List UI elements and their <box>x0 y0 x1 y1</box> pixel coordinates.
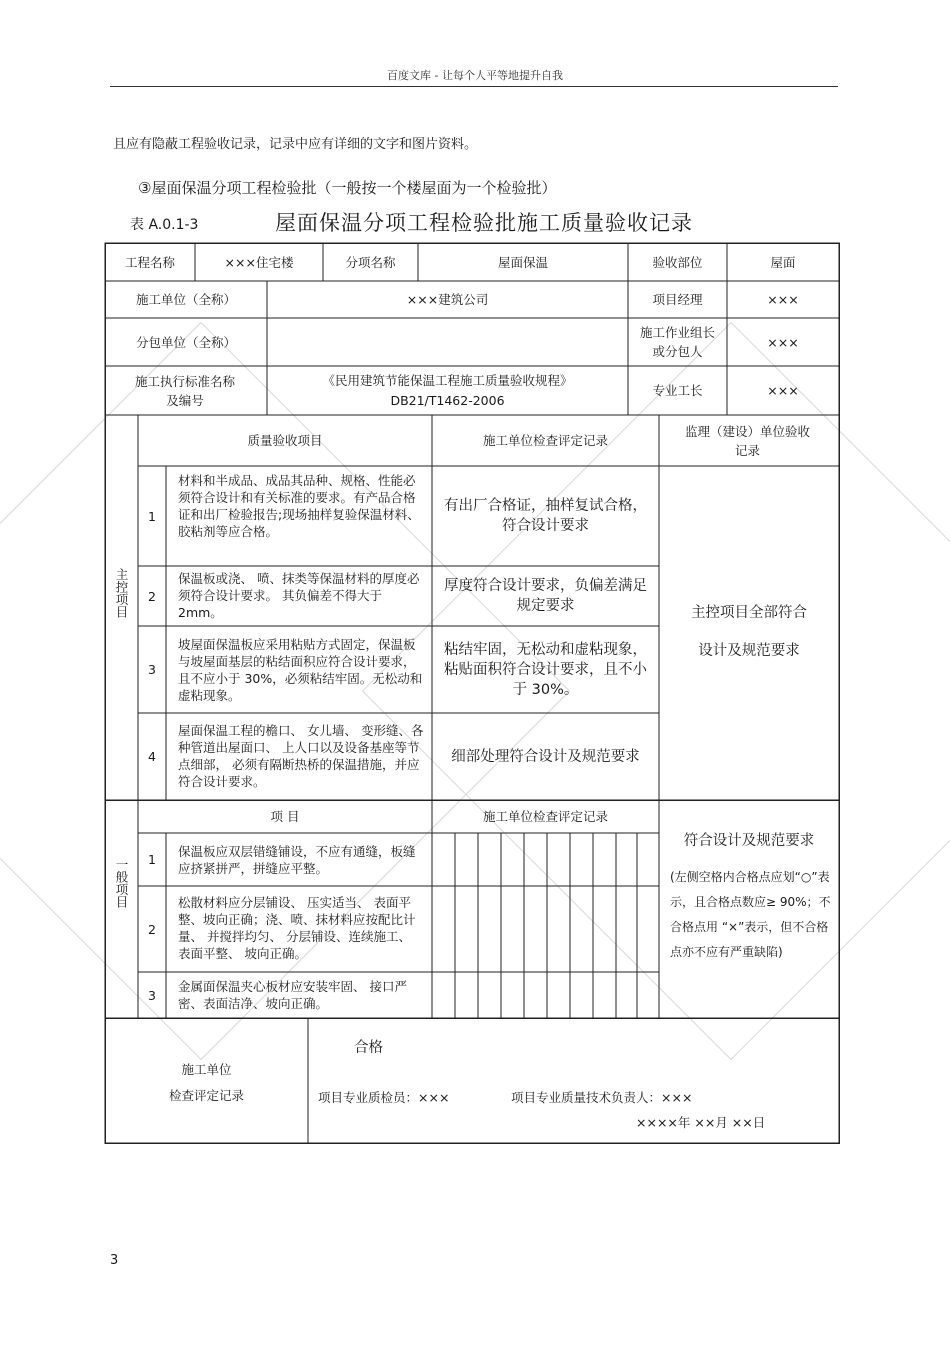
table-number: 表 A.0.1-3 <box>130 217 199 233</box>
page-number: 3 <box>110 1253 119 1268</box>
main-item-2-result: 厚度符合设计要求，负偏差满足规定要求 <box>444 578 647 614</box>
part-value: 屋面 <box>770 254 796 270</box>
main-supervision-result-2: 设计及规范要求 <box>698 643 800 659</box>
standard-label: 施工执行标准名称及编号 <box>135 373 236 408</box>
bottom-label-2: 检查评定记录 <box>168 1087 244 1103</box>
main-item-4-text: 屋面保温工程的檐口、 女儿墙、 变形缝、各种管道出屋面口、 上人口以及设备基座等节点细部， 必须有隔断热桥的保温措施，并应符合设计要求。 <box>178 723 424 789</box>
subitem-value: 屋面保温 <box>497 254 548 270</box>
main-item-1-text: 材料和半成品、成品其品种、规格、性能必须符合设计和有关标准的要求。有产品合格证和出厂检验报告;现场抽样复验保温材料、 胶粘剂等应合格。 <box>178 473 420 539</box>
main-item-1-result: 有出厂合格证，抽样复试合格，符合设计要求 <box>444 498 647 534</box>
foreman-value: ××× <box>767 383 799 398</box>
project-name-value: ×××住宅楼 <box>224 254 294 270</box>
standard-code: DB21/T1462-2006 <box>390 392 505 408</box>
bottom-inspector: 项目专业质检员：××× <box>318 1090 450 1105</box>
team-leader-label: 施工作业组长或分包人 <box>639 325 715 359</box>
bottom-date: ××××年 ××月 ××日 <box>636 1115 766 1130</box>
standard-name: 《民用建筑节能保温工程施工质量验收规程》 <box>322 372 573 388</box>
general-item-2-text: 松散材料应分层铺设、 压实适当、 表面平整、坡向正确；浇、喷、抹材料应按配比计量、 并搅拌均匀、 分层铺设、连续施工、 表面平整、 坡向正确。 <box>178 895 416 961</box>
main-col-item: 质量验收项目 <box>247 433 323 448</box>
main-item-2-no: 2 <box>148 588 156 604</box>
main-item-4-result: 细部处理符合设计及规范要求 <box>451 748 640 765</box>
bottom-label-1: 施工单位 <box>181 1061 232 1077</box>
general-col-check: 施工单位检查评定记录 <box>482 809 608 824</box>
general-col-item: 项 目 <box>270 809 300 824</box>
table-title: 屋面保温分项工程检验批施工质量验收记录 <box>275 211 693 235</box>
general-item-1-text: 保温板应双层错缝铺设，不应有通缝，板缝应挤紧拼严，拼缝应平整。 <box>178 844 416 876</box>
main-col-check: 施工单位检查评定记录 <box>482 433 608 448</box>
subheading: ③屋面保温分项工程检验批（一般按一个楼屋面为一个检验批） <box>138 179 557 197</box>
pm-value: ××× <box>767 292 799 307</box>
part-label: 验收部位 <box>652 254 703 270</box>
subitem-label: 分项名称 <box>345 254 396 270</box>
project-name-label: 工程名称 <box>124 254 175 270</box>
team-leader-value: ××× <box>767 334 799 350</box>
general-item-3-no: 3 <box>148 987 156 1003</box>
main-item-3-result: 粘结牢固，无松动和虚粘现象，粘贴面积符合设计要求，且不小于 30%。 <box>444 641 647 698</box>
intro-text: 且应有隐蔽工程验收记录，记录中应有详细的文字和图片资料。 <box>113 137 478 152</box>
main-item-2-text: 保温板或浇、 喷、抹类等保温材料的厚度必须符合设计要求。 其负偏差不得大于 2mm。 <box>178 571 420 620</box>
bottom-tech-lead: 项目专业质量技术负责人：××× <box>511 1090 693 1105</box>
main-item-3-text: 坡屋面保温板应采用粘贴方式固定，保温板与坡屋面基层的粘结面积应符合设计要求，且不应小于 30%，必须粘结牢固。无松动和虚粘现象。 <box>178 637 423 703</box>
contractor-value: ×××建筑公司 <box>406 292 489 307</box>
subcontractor-value <box>267 318 628 366</box>
main-item-4-no: 4 <box>148 749 156 764</box>
general-item-3-text: 金属面保温夹心板材应安装牢固、 接口严密、表面洁净、坡向正确。 <box>178 979 407 1011</box>
foreman-label: 专业工长 <box>652 383 703 398</box>
main-item-3-no: 3 <box>148 662 156 677</box>
main-supervision-result-1: 主控项目全部符合 <box>691 605 807 621</box>
main-control-section-label: 主控项目 <box>114 568 129 618</box>
general-section-label: 一般项目 <box>114 858 129 908</box>
main-col-supervision: 监理（建设）单位验收记录 <box>684 423 810 458</box>
general-item-1-no: 1 <box>148 852 156 867</box>
pm-label: 项目经理 <box>652 292 703 307</box>
contractor-label: 施工单位（全称） <box>135 292 236 307</box>
subcontractor-label: 分包单位（全称） <box>135 334 236 350</box>
page-header: 百度文库 - 让每个人平等地提升自我 <box>387 69 563 82</box>
general-item-2-no: 2 <box>148 921 156 937</box>
main-item-1-no: 1 <box>148 508 156 524</box>
bottom-result: 合格 <box>354 1040 383 1056</box>
general-supervision-result: 符合设计及规范要求 <box>683 833 815 849</box>
general-supervision-note: (左侧空格内合格点应划“○”表示，且合格点数应≥ 90%；不合格点用 “×”表示，但不合格点亦不应有严重缺陷) <box>670 870 831 959</box>
